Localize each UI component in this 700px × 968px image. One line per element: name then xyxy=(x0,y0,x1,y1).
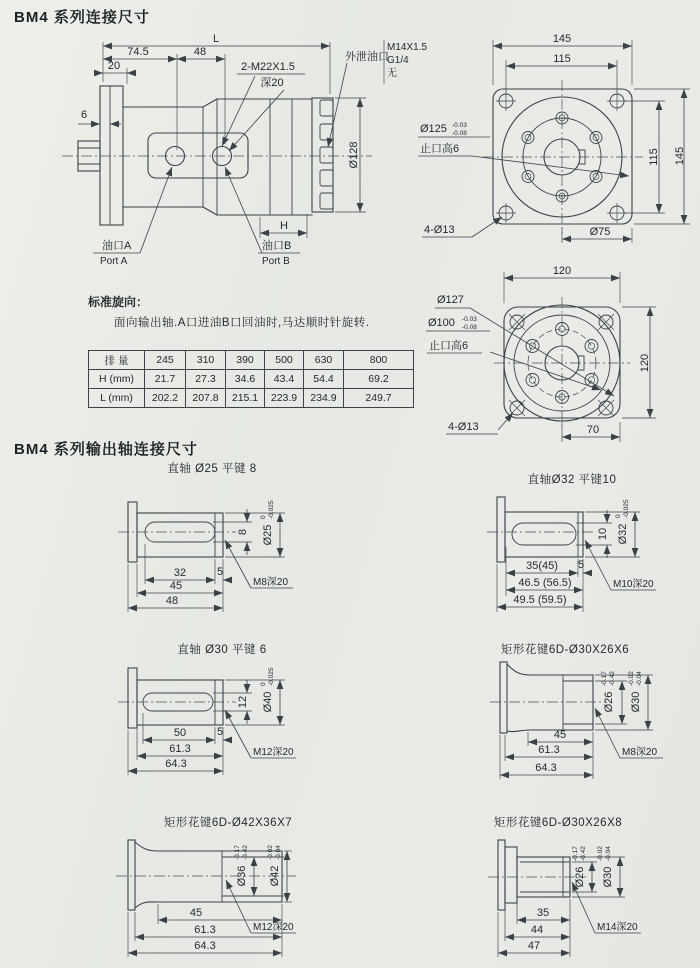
cell: 249.7 xyxy=(344,389,414,408)
port-thread-label: 2-M22X1.5 xyxy=(241,61,295,73)
cell: 500 xyxy=(265,351,304,370)
key-width: 12 xyxy=(237,695,249,709)
dim-2: 61.3 xyxy=(538,744,560,756)
shaft3-title: 直轴 Ø30 平键 6 xyxy=(177,644,267,656)
cell: 630 xyxy=(304,351,344,370)
dim-115-right: 115 xyxy=(648,148,660,166)
dia-tol-hi: 0 xyxy=(260,682,267,686)
port-b-cn: 油口B xyxy=(262,240,292,252)
minor-tol-lo: -0.42 xyxy=(580,846,587,861)
cell: 43.4 xyxy=(265,370,304,389)
shaft3-drawing xyxy=(118,667,296,775)
cell: 390 xyxy=(226,351,265,370)
major-tol-hi: -0.02 xyxy=(628,671,635,686)
body-dia-label: Ø127 xyxy=(437,294,464,306)
thread-callout: M8深20 xyxy=(253,577,289,588)
shaft-dia: Ø40 xyxy=(262,691,274,713)
dim-2: 5 xyxy=(577,559,585,571)
dim-2: 5 xyxy=(216,726,224,738)
cell: 223.9 xyxy=(265,389,304,408)
spigot-tol-hi: -0.03 xyxy=(452,122,467,129)
rotation-body: 面向输出轴.A口进油B口回油时,马达顺时针旋转. xyxy=(114,317,370,329)
spigot-dia-label: Ø100 xyxy=(428,317,455,329)
section1-title: BM4 系列连接尺寸 xyxy=(14,9,150,26)
cell: 27.3 xyxy=(186,370,226,389)
spline-major-dia: Ø30 xyxy=(630,691,642,713)
end-cap-bolts xyxy=(320,100,333,209)
port-b-en: Port B xyxy=(262,256,290,267)
shaft5-drawing xyxy=(116,840,296,957)
minor-tol-lo: -0.42 xyxy=(609,671,616,686)
dim-6: 6 xyxy=(80,109,88,121)
dia-tol-lo: -0.025 xyxy=(268,500,275,519)
shaft1-title: 直轴 Ø25 平键 8 xyxy=(167,463,257,475)
key-width: 8 xyxy=(237,528,249,536)
dim-145-right: 145 xyxy=(674,146,686,166)
dim-1: 50 xyxy=(173,727,187,739)
shaft6-title: 矩形花键6D-Ø30X26X8 xyxy=(493,817,623,829)
dim-120-right: 120 xyxy=(639,353,651,373)
spline-major-dia: Ø30 xyxy=(602,866,614,888)
row-label: H (mm) xyxy=(89,370,145,389)
shaft1-drawing xyxy=(118,500,293,612)
cell: 34.6 xyxy=(226,370,265,389)
key-width: 10 xyxy=(597,527,609,541)
spline-minor-dia: Ø36 xyxy=(236,865,248,887)
shaft-dia: Ø32 xyxy=(617,523,629,545)
dim-1: 45 xyxy=(553,729,567,741)
dim-1: 35(45) xyxy=(526,560,558,572)
dim-3: 47 xyxy=(527,940,541,952)
spigot-tol-lo: -0.08 xyxy=(452,130,467,137)
cell: 69.2 xyxy=(344,370,414,389)
shaft4-title: 矩形花键6D-Ø30X26X6 xyxy=(500,644,630,656)
spigot-tol-lo: -0.08 xyxy=(462,324,477,331)
cell: 234.9 xyxy=(304,389,344,408)
flange-view-120 xyxy=(426,265,656,442)
major-tol-lo: -0.04 xyxy=(636,671,643,686)
dim-48: 48 xyxy=(193,46,207,58)
cell: 310 xyxy=(186,351,226,370)
shaft2-drawing xyxy=(487,497,656,612)
shaft5-title: 矩形花键6D-Ø42X36X7 xyxy=(163,817,293,829)
minor-tol-hi: -0.17 xyxy=(572,846,579,861)
motor-side-view xyxy=(62,33,427,267)
dim-3: 64.3 xyxy=(535,762,557,774)
spigot-dia-label: Ø125 xyxy=(420,123,447,135)
dim-1: 32 xyxy=(173,567,187,579)
dim-1: 35 xyxy=(536,907,550,919)
thread-callout: M12深20 xyxy=(253,747,294,758)
shaft2-title: 直轴Ø32 平键10 xyxy=(527,474,617,486)
shaft6-drawing xyxy=(488,840,641,957)
spline-minor-dia: Ø26 xyxy=(603,691,615,713)
cell: 21.7 xyxy=(145,370,186,389)
shaft4-drawing xyxy=(490,662,663,779)
cell: 245 xyxy=(145,351,186,370)
major-tol-hi: -0.02 xyxy=(597,846,604,861)
cell: 207.8 xyxy=(186,389,226,408)
thread-callout: M12深20 xyxy=(253,922,294,933)
dim-20: 20 xyxy=(107,60,121,72)
dia-tol-hi: 0 xyxy=(260,515,267,519)
dia-tol-lo: -0.025 xyxy=(623,499,630,518)
dim-2: 44 xyxy=(530,924,544,936)
dim-70: 70 xyxy=(586,424,600,436)
dim-2: 5 xyxy=(216,566,224,578)
dim-4: 64.3 xyxy=(165,758,187,770)
section2-title: BM4 系列输出轴连接尺寸 xyxy=(14,441,198,458)
dim-4: 49.5 (59.5) xyxy=(513,594,567,606)
dim-3: 64.3 xyxy=(194,940,216,952)
drain-port-label: 外泄油口 xyxy=(345,51,389,63)
row-label: L (mm) xyxy=(89,389,145,408)
dia-tol-hi: 0 xyxy=(615,514,622,518)
dim-115-top: 115 xyxy=(553,53,571,65)
cell: 215.1 xyxy=(226,389,265,408)
minor-tol-hi: -0.17 xyxy=(234,845,241,860)
cell: 800 xyxy=(344,351,414,370)
drain-opt-2: G1/4 xyxy=(387,55,409,66)
dim-L: L xyxy=(212,33,220,45)
spline-minor-dia: Ø26 xyxy=(574,866,586,888)
dim-H: H xyxy=(280,220,288,232)
dim-3: 46.5 (56.5) xyxy=(518,577,572,589)
thread-callout: M10深20 xyxy=(613,579,654,590)
cell: 202.2 xyxy=(145,389,186,408)
dim-75: Ø75 xyxy=(589,226,611,238)
minor-tol-lo: -0.42 xyxy=(242,845,249,860)
dim-120-top: 120 xyxy=(552,265,572,277)
dim-3: 45 xyxy=(169,580,183,592)
dim-2: 61.3 xyxy=(194,924,216,936)
drain-opt-1: M14X1.5 xyxy=(387,42,428,53)
spigot-note: 止口高6 xyxy=(420,143,460,155)
rotation-head: 标准旋向： xyxy=(88,295,149,309)
dim-3: 61.3 xyxy=(169,743,191,755)
spline-major-dia: Ø42 xyxy=(269,865,281,887)
dia-tol-lo: -0.025 xyxy=(268,667,275,686)
corner-holes xyxy=(509,314,614,416)
spigot-note: 止口高6 xyxy=(429,340,469,352)
shaft-dia: Ø25 xyxy=(262,524,274,546)
minor-tol-hi: -0.17 xyxy=(601,671,608,686)
major-tol-lo: -0.04 xyxy=(605,846,612,861)
row-label: 排 量 xyxy=(89,351,145,370)
corner-hole-label: 4-Ø13 xyxy=(424,224,455,236)
spigot-tol-hi: -0.03 xyxy=(462,316,477,323)
flange-view-145 xyxy=(418,33,690,243)
dim-128: Ø128 xyxy=(348,141,360,169)
dim-4: 48 xyxy=(165,595,179,607)
dim-745: 74.5 xyxy=(127,46,149,58)
major-tol-hi: -0.02 xyxy=(267,845,274,860)
thread-callout: M8深20 xyxy=(622,747,658,758)
dim-145-top: 145 xyxy=(552,33,572,45)
major-tol-lo: -0.04 xyxy=(275,845,282,860)
cell: 54.4 xyxy=(304,370,344,389)
drain-opt-3: 无 xyxy=(387,68,397,79)
port-a-cn: 油口A xyxy=(102,240,132,252)
dim-1: 45 xyxy=(189,907,203,919)
port-thread-depth: 深20 xyxy=(260,77,284,89)
corner-hole-label: 4-Ø13 xyxy=(448,421,479,433)
thread-callout: M14深20 xyxy=(597,922,638,933)
port-a-en: Port A xyxy=(100,256,128,267)
